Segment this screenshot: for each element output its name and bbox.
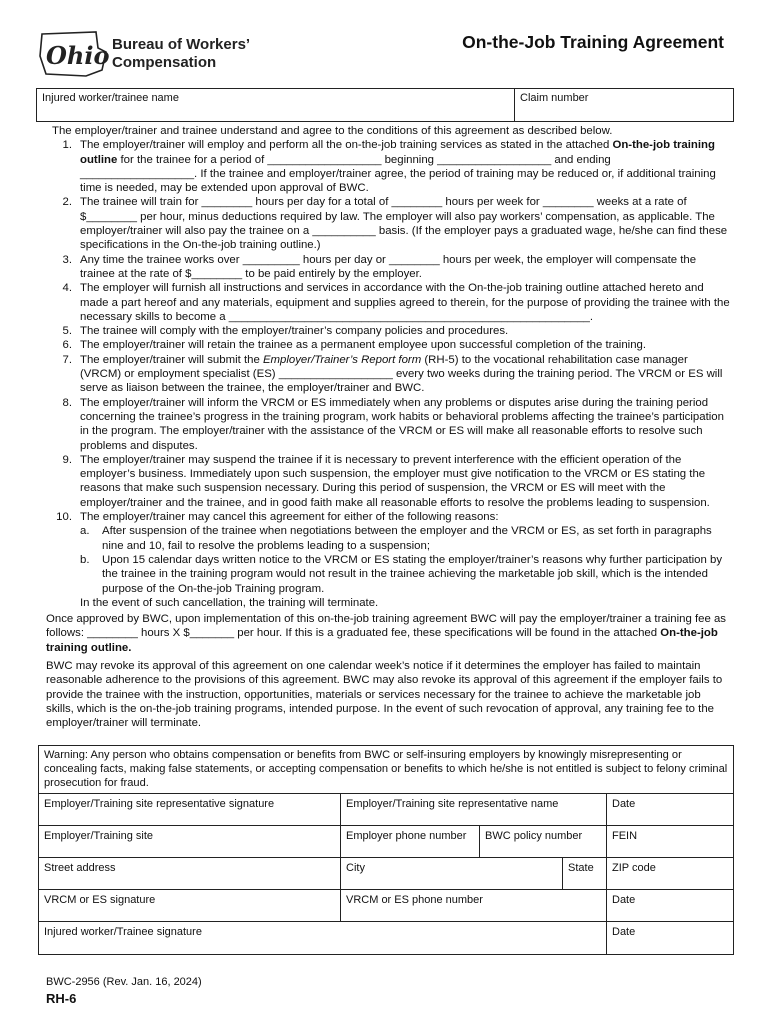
ohio-logo xyxy=(36,26,116,80)
date-field-1[interactable]: Date xyxy=(612,798,636,810)
street-address-field[interactable]: Street address xyxy=(39,858,341,889)
term-item-10: 10. The employer/trainer may cancel this agreement for either of the following reasons: a. After suspension of the trainee when negotiations between the employer and the VRCM or ES, as set forth in paragraphs nine and 10, fail to resolve the problems leading to a suspension; b. Upon 15 calendar days written notice to the VRCM or ES stating the employer/trainer’s reasons why further participation by the trainee in the training program would not result in the trainee achieving the marketable job skill, which is the intended purpose of the On-the-job Training program. In the event of such cancellation, the training will terminate. xyxy=(40,510,730,610)
employer-phone-field[interactable]: Employer phone number xyxy=(341,826,480,857)
term-item-5: 5. The trainee will comply with the employer/trainer’s company policies and procedures. xyxy=(62,325,509,338)
zip-field[interactable]: ZIP code xyxy=(612,862,656,874)
cancel-tail: In the event of such cancellation, the training will terminate. xyxy=(80,596,379,609)
signature-row-5 xyxy=(39,922,733,954)
cancel-reason-b: b. Upon 15 calendar days written notice to the VRCM or ES stating the employer/trainer’s reasons why further participation by the trainee in the training program would not result in the trainee achieving the marketable job skill, which is the intended purpose of the On-the-job Training program. xyxy=(80,553,723,595)
form-id: BWC-2956 (Rev. Jan. 16, 2024) xyxy=(46,976,202,988)
date-field-3[interactable]: Date xyxy=(612,926,636,938)
org-name xyxy=(112,36,250,72)
fraud-warning: Warning: Any person who obtains compensation or benefits from BWC or self-insuring employers by knowingly misrepresenting or concealing facts, making false statements, or accepting compensation or benefits to which he/she is not entitled is subject to felony criminal prosecution for fraud. xyxy=(38,745,734,794)
signature-row-1 xyxy=(39,794,733,826)
date-field-2[interactable]: Date xyxy=(612,894,636,906)
form-code: RH-6 xyxy=(46,991,77,1006)
claim-number-field[interactable] xyxy=(515,89,733,121)
signature-grid xyxy=(38,793,734,955)
revoke-paragraph: BWC may revoke its approval of this agreement on one calendar week’s notice if it determines the employer has failed to maintain reasonable adherence to the provisions of this agreement. BWC may also revoke its approval of this agreement if the employer fails to provide the trainee with the instruction, opportunities, materials or services necessary for the trainee to achieve the marketable job skills, which is the on-the-job training programs, intended purpose. In the event of such revocation of approval, any training fee to the employer/trainer will terminate. xyxy=(46,659,723,730)
term-item-7: 7. The employer/trainer will submit the Employer/Trainer’s Report form (RH-5) to the vocational rehabilitation case manager (VRCM) or employment specialist (ES) __________________ every two weeks during the training period. The VRCM or ES will serve as liaison between the trainee, the employer/trainer and BWC. xyxy=(62,353,723,395)
worker-name-label: Injured worker/trainee name xyxy=(42,92,179,104)
term-item-4: 4. The employer will furnish all instructions and services in accordance with the On-the-job training outline attached hereto and made a part hereof and any materials, equipment and supplies agreed to therein, for the purpose of providing the trainee with the necessary skills to become a _________________________________________________________. xyxy=(62,282,730,323)
claim-number-label: Claim number xyxy=(520,92,589,104)
worker-claim-box xyxy=(36,88,734,122)
rep-name-field[interactable]: Employer/Training site representative name xyxy=(341,794,607,825)
payment-paragraph: Once approved by BWC, upon implementation of this on-the-job training agreement BWC will pay the employer/trainer a training fee as follows: ________ hours X $_______ per hour. If this is a graduated fee, these specifications will be found in the attached On-the-job training outline. xyxy=(46,613,726,654)
rep-signature-field[interactable]: Employer/Training site representative signature xyxy=(39,794,341,825)
org-name-line2: Compensation xyxy=(112,54,217,71)
term-item-1: 1. The employer/trainer will employ and perform all the on-the-job training services as stated in the attached On-the-job training outline for the trainee for a period of __________________ beginning __________________ and ending __________________. If the trainee and employer/trainer agree, the period of training may be reduced or, if additional training time is needed, may be extended upon approval of BWC. xyxy=(62,139,716,195)
term-item-6: 6. The employer/trainer will retain the trainee as a permanent employee upon successful completion of the training. xyxy=(62,339,647,352)
term-item-2: 2. The trainee will train for ________ hours per day for a total of ________ hours per week for ________ weeks at a rate of $________ per hour, minus deductions required by law. The employer will also pay workers’ compensation, as applicable. The employer/trainer will also pay the trainee on a __________ basis. (If the employer pays a graduated wage, he/she can find these specifications in the On-the-job training outline.) xyxy=(62,196,728,252)
cancel-reasons-list xyxy=(80,524,730,595)
policy-number-field[interactable]: BWC policy number xyxy=(480,826,607,857)
signature-row-3 xyxy=(39,858,733,890)
vrcm-phone-field[interactable]: VRCM or ES phone number xyxy=(341,890,607,921)
term-item-8: 8. The employer/trainer will inform the VRCM or ES immediately when any problems or disputes arise during the training period concerning the trainee’s progress in the training program, work habits or behavioral problems affecting the trainee’s participation in the program. The employer/trainer with the assistance of the VRCM or ES will make all reasonable efforts to resolve such problems and disputes. xyxy=(62,396,724,452)
document-title: On-the-Job Training Agreement xyxy=(462,32,724,52)
intro-text: The employer/trainer and trainee understand and agree to the conditions of this agreement as described below. xyxy=(52,125,613,137)
ohio-logo-text: Ohio xyxy=(46,41,110,70)
term-item-9: 9. The employer/trainer may suspend the trainee if it is necessary to prevent interference with the efficient operation of the employer’s business. Immediately upon such suspension, the employer must give notification to the VRCM or ES stating the reasons that make such suspension necessary. During this period of suspension, the VRCM or ES will meet with the employer/trainer and the trainee, and in good faith make all reasonable efforts to resolve the problems leading to suspension. xyxy=(62,453,710,509)
worker-signature-field[interactable]: Injured worker/Trainee signature xyxy=(39,922,607,954)
org-name-line1: Bureau of Workers’ xyxy=(112,36,251,53)
state-field[interactable]: State xyxy=(563,858,607,889)
term-item-3: 3. Any time the trainee works over _________ hours per day or ________ hours per week, the employer will compensate the trainee at the rate of $________ to be paid entirely by the employer. xyxy=(62,253,697,280)
training-site-field[interactable]: Employer/Training site xyxy=(39,826,341,857)
worker-name-field[interactable] xyxy=(37,89,515,121)
signature-row-2 xyxy=(39,826,733,858)
cancel-reason-a: a. After suspension of the trainee when negotiations between the employer and the VRCM or ES, as set forth in paragraphs nine and 10, fail to resolve the problems leading to a suspension; xyxy=(80,525,712,552)
fein-field[interactable]: FEIN xyxy=(612,830,638,842)
agreement-body xyxy=(40,124,730,730)
city-field[interactable]: City xyxy=(341,858,563,889)
signature-row-4 xyxy=(39,890,733,922)
terms-list xyxy=(40,138,730,610)
vrcm-signature-field[interactable]: VRCM or ES signature xyxy=(39,890,341,921)
